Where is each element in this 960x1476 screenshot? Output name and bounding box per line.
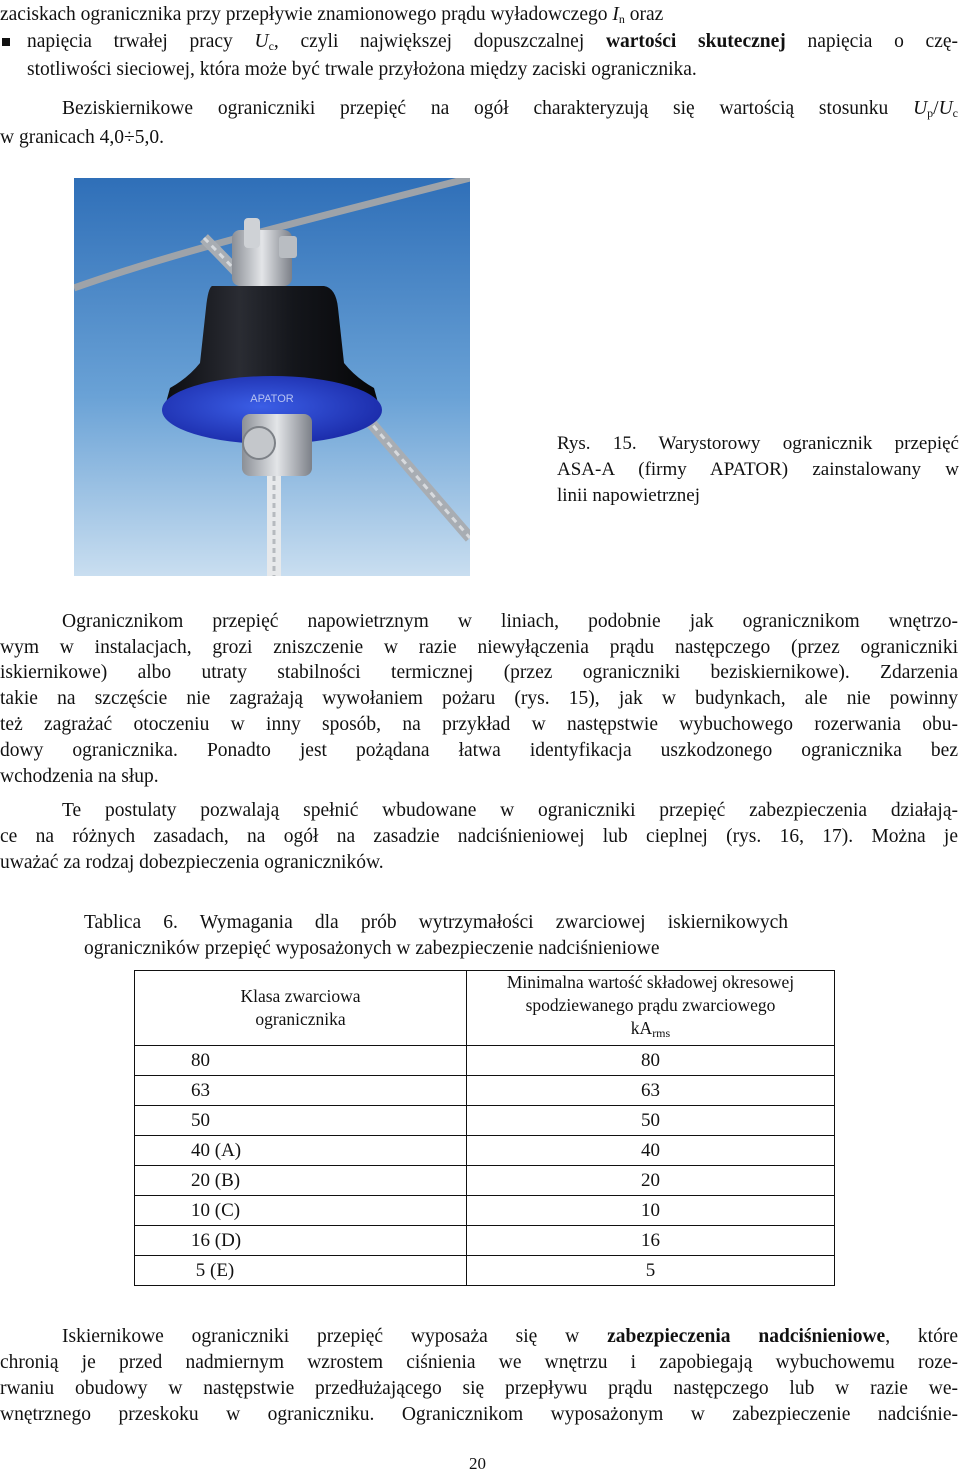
cell-wartosc: 16 <box>467 1226 835 1256</box>
text: , które <box>885 1326 958 1347</box>
symbol-u: U <box>938 98 953 119</box>
header-klasa <box>135 971 467 1046</box>
cell-klasa: 80 <box>135 1046 467 1076</box>
para1-line-2: wym w instalacjach, grozi zniszczenie w razie niewyłączenia prądu następczego (przez ograniczniki <box>0 637 958 658</box>
terminal-bolt <box>243 427 275 459</box>
text: zaciskach ogranicznika przy przepływie znamionowego prądu wyładowczego <box>0 4 613 25</box>
para1-line-5: też zagrażać otoczeniu w inny sposób, na przykład w następstwie wybuchowego rozerwania obu- <box>0 714 958 735</box>
cell-klasa: 5 (E) <box>135 1256 467 1286</box>
intro-line-5 <box>0 126 164 150</box>
subscript: c <box>952 106 958 120</box>
para2-line-3: uważać za rodzaj dobezpieczenia ograniczników. <box>0 852 384 873</box>
cell-klasa: 50 <box>135 1106 467 1136</box>
symbol-i: I <box>612 4 619 25</box>
header-wartosc <box>467 971 835 1046</box>
figure-caption <box>557 431 959 509</box>
text: Iskiernikowe ograniczniki przepięć wyposaża się w <box>62 1326 608 1347</box>
cell-wartosc: 20 <box>467 1166 835 1196</box>
header-text: spodziewanego prądu zwarciowego <box>525 995 776 1015</box>
para1-line-6: dowy ogranicznika. Ponadto jest pożądana łatwa identyfikacja uszkodzonego ogranicznika bez <box>0 740 958 761</box>
subscript: c <box>268 39 274 53</box>
caption-line-3: linii napowietrznej <box>557 485 700 506</box>
cell-wartosc: 63 <box>467 1076 835 1106</box>
clamp-bolt <box>244 218 260 248</box>
text: / <box>933 98 939 119</box>
apator-label: APATOR <box>250 393 294 405</box>
text: stotliwości sieciowej, która może być trwale przyłożona między zaciski ogranicznika. <box>27 59 697 80</box>
header-text: Klasa zwarciowa <box>240 986 361 1006</box>
header-unit <box>467 1017 834 1045</box>
clamp-nut <box>279 236 297 258</box>
unit-subscript: rms <box>652 1026 671 1040</box>
unit: kA <box>630 1018 653 1038</box>
cell-wartosc: 10 <box>467 1196 835 1226</box>
table-row <box>135 1196 835 1226</box>
para1-line-4: takie na szczęście nie zagrażają wywołaniem pożaru (rys. 15), jak w budynkach, ale nie powinny <box>0 688 958 709</box>
cell-klasa: 20 (B) <box>135 1166 467 1196</box>
text: napięcia trwałej pracy <box>27 31 255 52</box>
symbol-u: U <box>913 98 928 119</box>
intro-line-4 <box>62 97 958 125</box>
intro-line-2 <box>27 30 958 58</box>
table-row <box>135 1166 835 1196</box>
cell-wartosc: 40 <box>467 1136 835 1166</box>
symbol-u: U <box>254 31 269 52</box>
caption-line-1: Rys. 15. Warystorowy ogranicznik przepięć <box>557 433 959 454</box>
table-header-row <box>135 971 835 1046</box>
para2-line-1: Te postulaty pozwalają spełnić wbudowane w ograniczniki przepięć zabezpieczenia działają- <box>62 800 958 821</box>
bullet-square-icon <box>2 38 10 46</box>
para3-line-2: chronią je przed nadmiernym wzrostem ciśnienia we wnętrzu i zapobiegają wybuchowemu roze- <box>0 1352 958 1373</box>
text: napięcia o czę- <box>785 31 959 52</box>
text: Beziskiernikowe ograniczniki przepięć na ogół charakteryzują się wartością stosunku <box>62 98 914 119</box>
subscript: n <box>618 12 625 26</box>
cell-wartosc: 5 <box>467 1256 835 1286</box>
table-row <box>135 1136 835 1166</box>
para2-line-2: ce na różnych zasadach, na ogół na zasadzie nadciśnieniowej lub cieplnej (rys. 16, 17). Można je <box>0 826 958 847</box>
subscript: p <box>927 106 934 120</box>
para3-line-3: rwaniu obudowy w następstwie przedłużającego się przepływu prądu następczego lub w razie we- <box>0 1378 958 1399</box>
bold-text: zabezpieczenia nadciśnieniowe <box>607 1326 886 1347</box>
page-number: 20 <box>469 1454 486 1473</box>
text: oraz <box>624 4 664 25</box>
table-body <box>135 1046 835 1286</box>
table-caption-line-2: ograniczników przepięć wyposażonych w zabezpieczenie nadciśnieniowe <box>84 938 660 959</box>
para1-line-1: Ogranicznikom przepięć napowietrznym w liniach, podobnie jak ogranicznikom wnętrzo- <box>62 611 958 632</box>
table-row <box>135 1226 835 1256</box>
para3-line-4: wnętrznego przeskoku w ograniczniku. Ogranicznikom wyposażonym w zabezpieczenie nadciśnie- <box>0 1404 958 1425</box>
cell-klasa: 16 (D) <box>135 1226 467 1256</box>
intro-line-1 <box>0 3 663 31</box>
table-row <box>135 1256 835 1286</box>
intro-line-3 <box>27 58 697 82</box>
cell-wartosc: 80 <box>467 1046 835 1076</box>
caption-line-2: ASA-A (firmy APATOR) zainstalowany w <box>557 459 959 480</box>
para3-line-1 <box>62 1325 958 1349</box>
table-row <box>135 1076 835 1106</box>
cell-klasa: 10 (C) <box>135 1196 467 1226</box>
table-caption-line-1: Tablica 6. Wymagania dla prób wytrzymałości zwarciowej iskiernikowych <box>84 912 788 933</box>
cell-klasa: 40 (A) <box>135 1136 467 1166</box>
cell-wartosc: 50 <box>467 1106 835 1136</box>
para1-line-7: wchodzenia na słup. <box>0 766 159 787</box>
requirements-table <box>134 970 835 1286</box>
bold-text: wartości skutecznej <box>605 31 786 52</box>
cell-klasa: 63 <box>135 1076 467 1106</box>
arrester-photo <box>74 178 470 576</box>
table-row <box>135 1106 835 1136</box>
header-text: ogranicznika <box>255 1009 346 1029</box>
table-row <box>135 1046 835 1076</box>
text: , czyli największej dopuszczalnej <box>273 31 606 52</box>
para1-line-3: iskiernikowe) albo utraty stabilności termicznej (przez ograniczniki beziskiernikowe). Zdarzenia <box>0 662 958 683</box>
text: w granicach 4,0÷5,0. <box>0 127 164 148</box>
header-text: Minimalna wartość składowej okresowej <box>506 972 795 992</box>
